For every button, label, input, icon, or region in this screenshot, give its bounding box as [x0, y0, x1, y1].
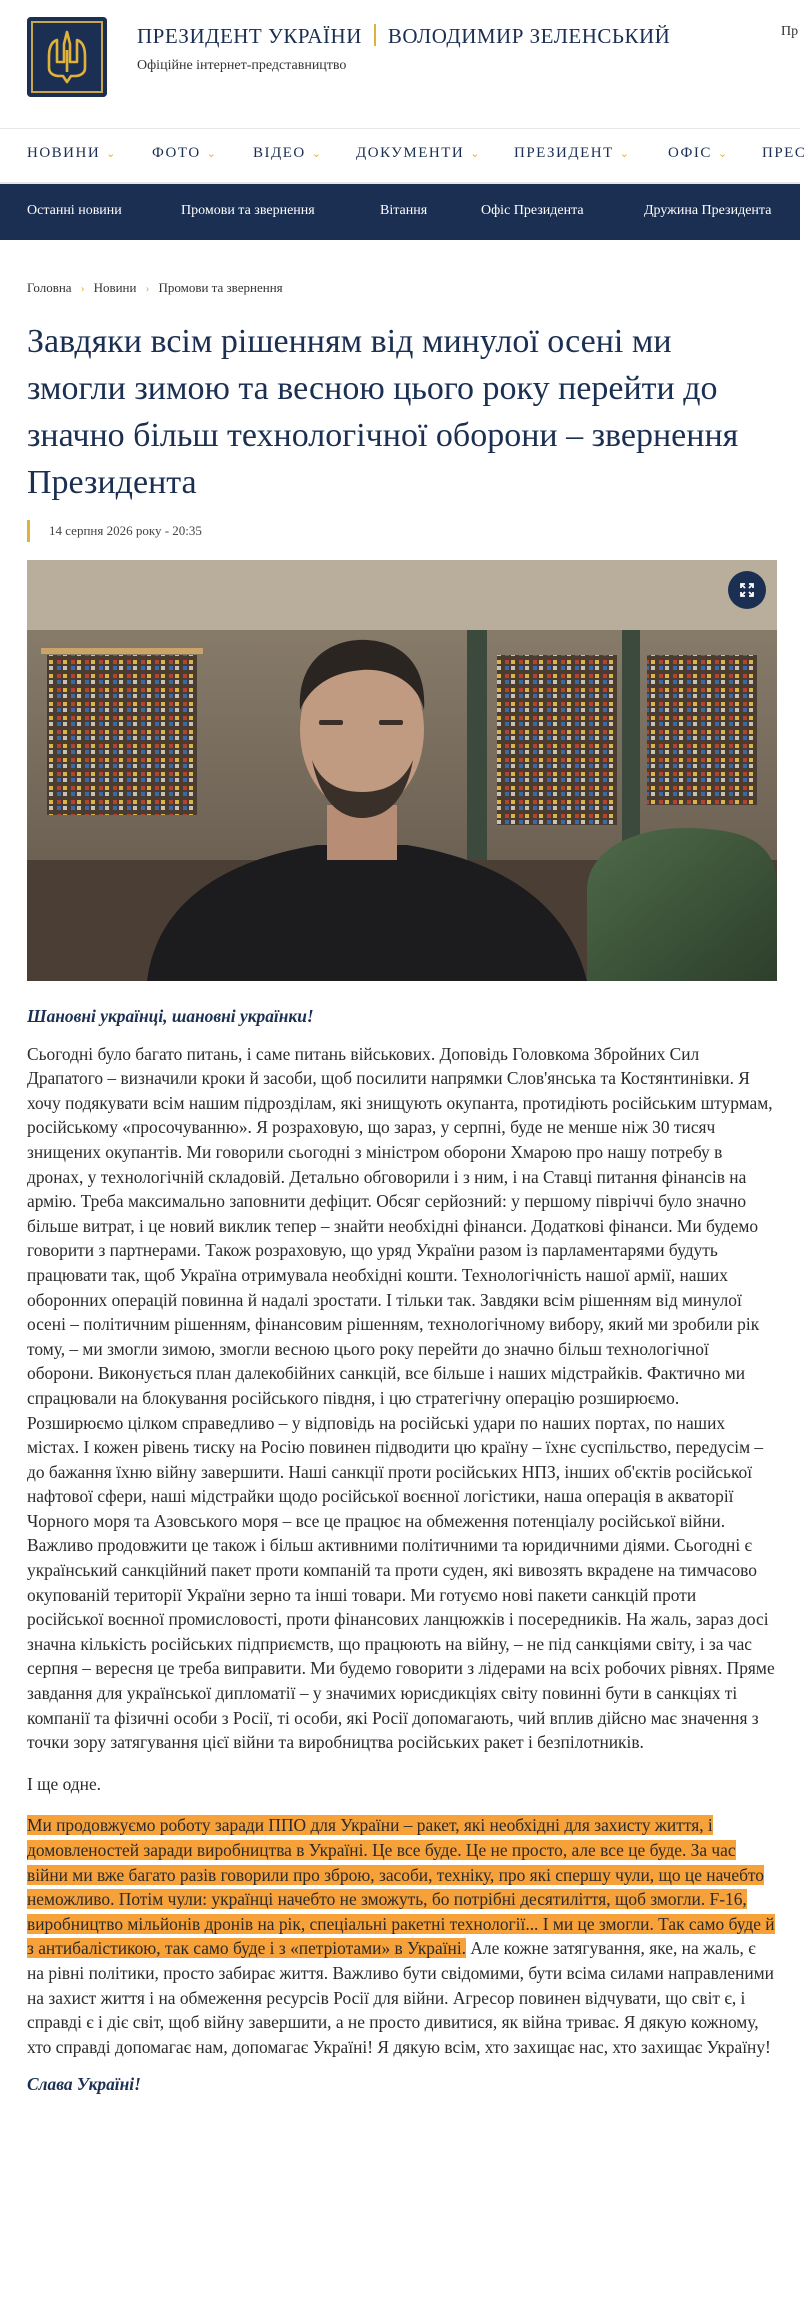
expand-photo-button[interactable]: [728, 571, 766, 609]
highlighted-text: Ми продовжуємо роботу заради ППО для України – ракет, які необхідні для захисту життя, і домовленостей заради виробництва в Україні. Це все буде. Це не просто, але все це буде. За час війни ми вже багато разів говорили про зброю, засоби, техніку, про які спершу чули, що це начебто неможливо. Потім чули: українці начебто не зможуть, бо потрібні десятиліття, щоб змогли. F-16, виробництво мільйонів дронів на рік, спеціальні ракетні технології... І ми це змогли. Так само буде й з антибалістикою, так само буде і з «петріотами» в Україні.: [27, 1815, 775, 1959]
chevron-down-icon: ⌄: [619, 148, 631, 160]
subnav-latest-news[interactable]: Останні новини: [27, 203, 122, 218]
president-photo-illustration: [27, 560, 777, 981]
site-title[interactable]: [137, 24, 670, 49]
breadcrumb: [27, 280, 283, 296]
article-paragraph: Сьогодні було багато питань, і саме питань військових. Доповідь Головкома Збройних Сил Драпатого – визначили кроки й засоби, щоб посилити напрямки Слов'янська та Костянтинівки. Я хочу подякувати всім нашим підрозділам, які знищують окупанта, протидіють російським штурмам, російському «просочуванню». Я розраховую, що зараз, у серпні, буде не менше ніж 30 тисяч знищених окупантів. Ми говорили сьогодні з міністром оборони Хмарою про нашу потребу в дронах, у технологічній складовій. Детально обговорили і з ним, і на Ставці питання фінансів на армію. Треба максимально заповнити дефіцит. Обсяг серйозний: у першому півріччі було значно більше витрат, і це новий виклик тепер – знайти необхідні фінанси. Додаткові фінанси. Ми будемо говорити з партнерами. Також розраховую, що уряд України разом із парламентарями будуть працювати так, щоб Україна отримувала необхідні кошти. Технологічність нашої армії, наших оборонних операцій повинна й надалі зростати. І тільки так. Завдяки всім рішенням від минулої осені – політичним рішенням, фінансовим рішенням, технологічному вибору, який ми зробили рік тому, – ми змогли зимою, змогли весною цього року перейти до значно більш технологічної оборони. Виконується план далекобійних санкцій, все більше і наших мідстрайків. Фактично ми спрацювали на блокування російського півдня, і цю стратегічну операцію розширюємо. Розширюємо цілком справедливо – у відповідь на російські удари по наших портах, по наших містах. І кожен рівень тиску на Росію повинен підводити цю країну – їхнє суспільство, передусім – до бажання їхню війну завершити. Наші санкції проти російських НПЗ, інших об'єктів російської нафтової сфери, наші мідстрайки щодо російської воєнної логістики, наша операція в акваторії Чорного моря та Азовського моря – все це працює на обмеження потенціалу російської війни. Важливо продовжити це також і більш активними політичними та юридичними діями. Сьогодні є український санкційний пакет проти компаній та проти суден, які вивозять вкрадене на тимчасово окупованій території України зерно та інші товари. Ми готуємо нові пакети санкцій проти російської воєнної промисловості, проти фінансових ланцюжків і посередників. На жаль, зараз досі значна кількість російських підприємств, що працюють на війну, – не під санкціями світу, і за час серпня – вересня це треба виправити. Ми будемо говорити з лідерами на всіх робочих рівнях. Пряме завдання для української дипломатії – у значимих юрисдикціях світу повинні бути в санкціях ті компанії та фізичні особи з Росії, ті особи, які Росії допомагають, чий вплив дійсно має значення з точки зору затягування цієї війни та виробництва російських ракет і безпілотників.: [27, 1043, 775, 1753]
nav-item-label: ОФІС: [668, 145, 712, 161]
paragraph-text: Але кожне затягування, яке, на жаль, є на рівні політики, просто забирає життя. Важливо бути свідомими, бути всіма силами направленими на захист життя і на обмеження ресурсів Росії для війни. Агресор повинен відчувати, що світ є, і справді є і діє світ, щоб війну завершити, а не просто дивитися, як війна триває. Я дякую кожному, хто справді допомагає нам, допомагає Україні! Я дякую всім, хто захищає нас, хто захищає Україну!: [27, 1938, 774, 2057]
article-paragraph: І ще одне.: [27, 1773, 102, 1794]
article-body: [27, 1004, 775, 2097]
trident-icon: [45, 28, 89, 86]
breadcrumb-speeches[interactable]: Промови та звернення: [158, 280, 283, 295]
site-subtitle: Офіційне інтернет-представництво: [137, 58, 347, 73]
chevron-right-icon: ›: [145, 281, 150, 295]
nav-item-photo[interactable]: [152, 145, 217, 162]
title-divider: [374, 24, 376, 46]
subnav-greetings[interactable]: Вітання: [380, 203, 428, 218]
nav-item-press[interactable]: [762, 145, 806, 162]
subnav-office[interactable]: Офіс Президента: [481, 203, 584, 218]
nav-item-label: ДОКУМЕНТИ: [356, 145, 465, 161]
article-photo[interactable]: [27, 560, 777, 981]
chevron-down-icon: ⌄: [470, 148, 481, 160]
chevron-down-icon: ⌄: [106, 148, 117, 160]
main-nav: [0, 129, 806, 182]
article-closing: Слава Україні!: [27, 2074, 141, 2095]
site-header: [0, 0, 800, 128]
subnav-speeches[interactable]: Промови та звернення: [181, 203, 315, 218]
nav-item-label: ПРЕЗИДЕНТ: [514, 145, 614, 161]
article-date: 14 серпня 2026 року - 20:35: [27, 520, 202, 542]
nav-item-label: ВІДЕО: [253, 145, 306, 161]
nav-item-president[interactable]: [514, 145, 630, 162]
nav-item-news[interactable]: [27, 145, 117, 162]
article-paragraph: [27, 1813, 775, 2059]
chevron-down-icon: ⌄: [717, 148, 729, 160]
nav-item-office[interactable]: [668, 145, 729, 162]
page-title: Завдяки всім рішенням від минулої осені ми змогли зимою та весною цього року перейти до значно більш технологічної оборони – звернення Президента: [27, 323, 739, 501]
nav-item-label: ФОТО: [152, 145, 201, 161]
subnav-first-lady[interactable]: Дружина Президента: [644, 203, 772, 218]
chevron-right-icon: ›: [80, 281, 85, 295]
coat-of-arms-logo[interactable]: [27, 17, 107, 97]
nav-item-label: ПРЕС: [762, 145, 806, 161]
nav-item-video[interactable]: [253, 145, 322, 162]
nav-item-documents[interactable]: [356, 145, 481, 162]
breadcrumb-news[interactable]: Новини: [93, 280, 137, 295]
sub-nav: [0, 184, 800, 240]
chevron-down-icon: ⌄: [311, 148, 323, 160]
nav-item-label: НОВИНИ: [27, 145, 101, 161]
breadcrumb-home[interactable]: Головна: [27, 280, 72, 295]
expand-icon: [739, 582, 755, 598]
header-right-link[interactable]: Пр: [781, 24, 799, 39]
site-title-right: ВОЛОДИМИР ЗЕЛЕНСЬКИЙ: [387, 24, 671, 48]
article-greeting: Шановні українці, шановні українки!: [27, 1006, 314, 1026]
chevron-down-icon: ⌄: [206, 148, 218, 160]
site-title-left: ПРЕЗИДЕНТ УКРАЇНИ: [137, 24, 362, 48]
